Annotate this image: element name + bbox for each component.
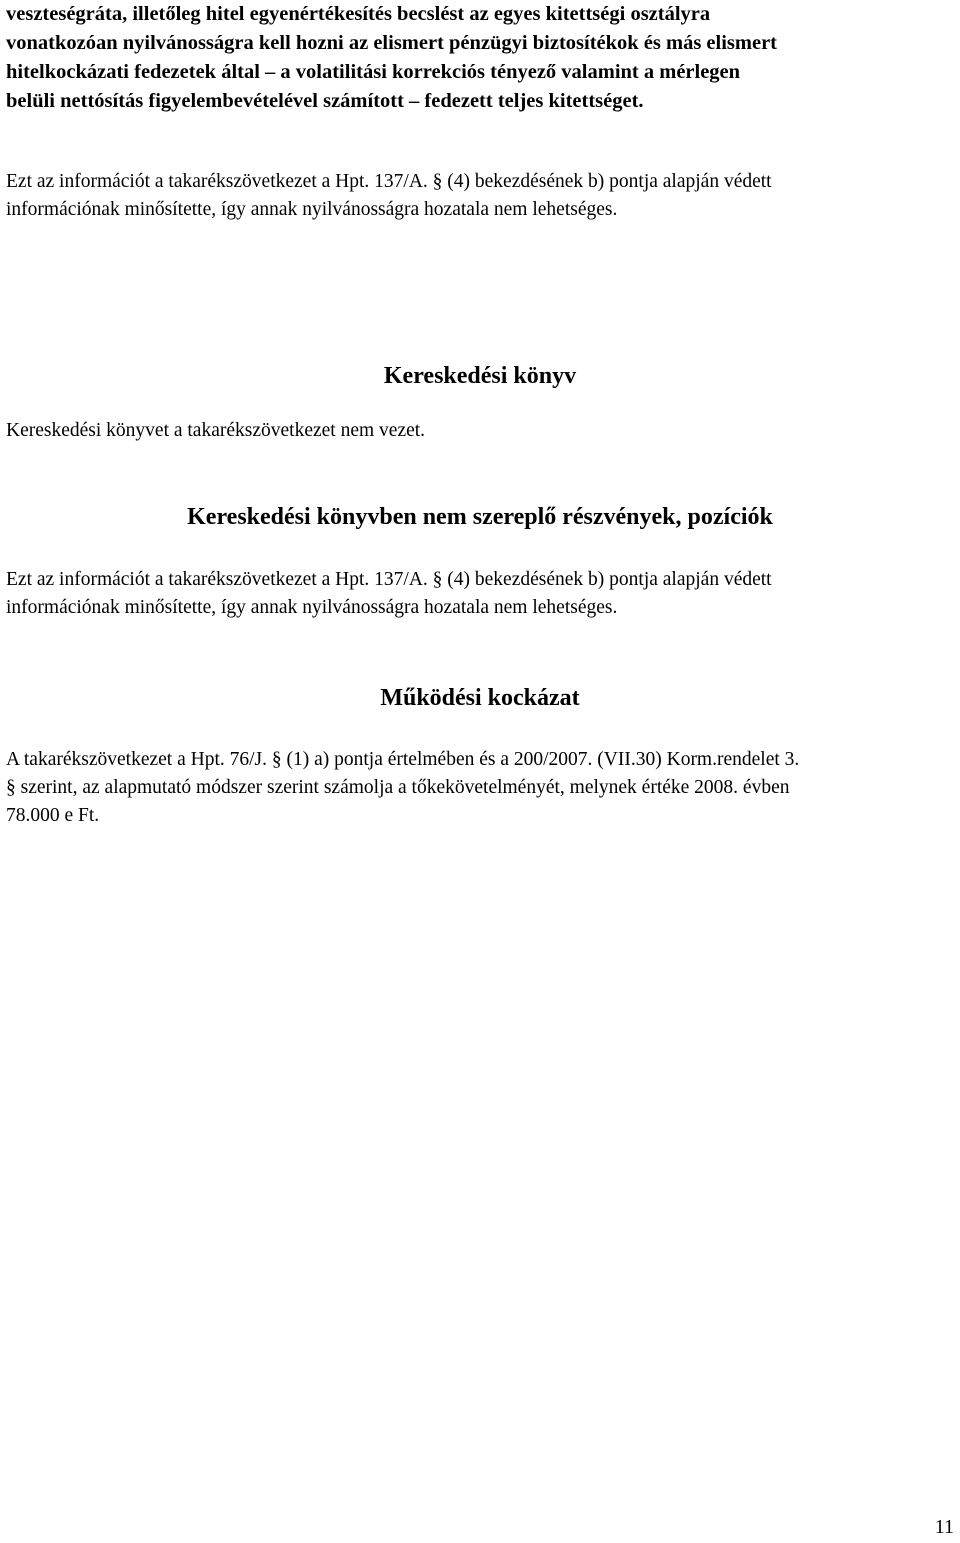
intro-line: hitelkockázati fedezetek által – a volatilitási korrekciós tényező valamint a mérlegen <box>6 61 741 83</box>
paragraph-line: Kereskedési könyvet a takarékszövetkezet nem vezet. <box>6 420 426 441</box>
intro-paragraph <box>6 0 951 116</box>
paragraph-line: információnak minősítette, így annak nyilvánosságra hozatala nem lehetséges. <box>6 597 618 618</box>
intro-line: veszteségráta, illetőleg hitel egyenértékesítés becslést az egyes kitettségi osztályra <box>6 3 711 25</box>
paragraph-line: Ezt az információt a takarékszövetkezet a Hpt. 137/A. § (4) bekezdésének b) pontja alapján védett <box>6 569 772 590</box>
operational-risk-paragraph <box>6 746 951 830</box>
intro-line: belüli nettósítás figyelembevételével számított – fedezett teljes kitettséget. <box>6 90 644 112</box>
trading-book-paragraph <box>6 417 951 445</box>
paragraph-line: Ezt az információt a takarékszövetkezet a Hpt. 137/A. § (4) bekezdésének b) pontja alapján védett <box>6 171 772 192</box>
operational-risk-heading: Működési kockázat <box>380 685 580 711</box>
paragraph-line: információnak minősítette, így annak nyilvánosságra hozatala nem lehetséges. <box>6 199 618 220</box>
paragraph-line: A takarékszövetkezet a Hpt. 76/J. § (1) a) pontja értelmében és a 200/2007. (VII.30) Korm.rendelet 3. <box>6 749 800 770</box>
trading-book-heading: Kereskedési könyv <box>383 363 577 389</box>
non-trading-shares-paragraph <box>6 566 951 622</box>
paragraph-line: 78.000 e Ft. <box>6 805 100 826</box>
paragraph-line: § szerint, az alapmutató módszer szerint számolja a tőkekövetelményét, melynek értéke 2008. évben <box>6 777 790 798</box>
page-number: 11 <box>934 1516 954 1538</box>
non-trading-shares-heading: Kereskedési könyvben nem szereplő részvények, pozíciók <box>187 504 773 530</box>
protected-info-paragraph <box>6 168 951 224</box>
intro-line: vonatkozóan nyilvánosságra kell hozni az elismert pénzügyi biztosítékok és más elismert <box>6 32 778 54</box>
